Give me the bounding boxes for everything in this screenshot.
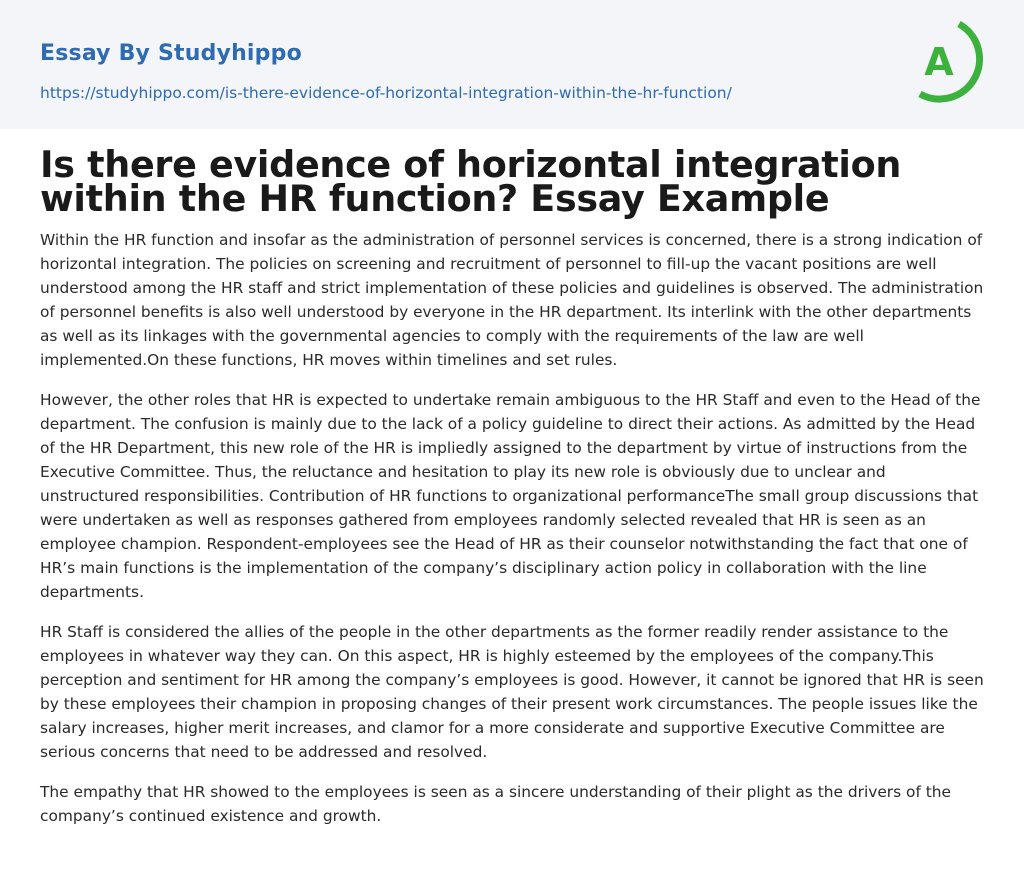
article bbox=[40, 143, 984, 844]
brand-title: Essay By Studyhippo bbox=[40, 41, 302, 66]
article-title: Is there evidence of horizontal integration within the HR function? Essay Example bbox=[40, 143, 902, 220]
paragraph-3: HR Staff is considered the allies of the people in the other departments as the former readily render assistance to the employees in whatever way they can. On this aspect, HR is highly esteemed by the employees of the company.This perception and sentiment for HR among the company’s employees is good. However, it cannot be ignored that HR is seen by these employees their champion in proposing changes of their present work circumstances. The people issues like the salary increases, higher merit increases, and clamor for a more considerate and supportive Executive Committee are serious concerns that need to be addressed and resolved. bbox=[40, 623, 984, 761]
paragraph-1: Within the HR function and insofar as the administration of personnel services is concerned, there is a strong indication of horizontal integration. The policies on screening and recruitment of personnel to fill-up the vacant positions are well understood among the HR staff and strict implementation of these policies and guidelines is observed. The administration of personnel benefits is also well understood by everyone in the HR department. Its interlink with the other departments as well as its linkages with the governmental agencies to comply with the requirements of the law are well implemented.On these functions, HR moves within timelines and set rules. bbox=[40, 231, 984, 369]
paragraph-4: The empathy that HR showed to the employees is seen as a sincere understanding of their plight as the drivers of the company’s continued existence and growth. bbox=[40, 783, 952, 825]
studyhippo-logo-icon[interactable] bbox=[911, 18, 987, 106]
logo-letter: A bbox=[924, 40, 954, 84]
page-header bbox=[0, 0, 1024, 129]
paragraph-2: However, the other roles that HR is expected to undertake remain ambiguous to the HR Staff and even to the Head of the department. The confusion is mainly due to the lack of a policy guideline to direct their actions. As admitted by the Head of the HR Department, this new role of the HR is impliedly assigned to the department by virtue of instructions from the Executive Committee. Thus, the reluctance and hesitation to play its new role is obviously due to unclear and unstructured responsibilities. Contribution of HR functions to organizational performanceThe small group discussions that were undertaken as well as responses gathered from employees randomly selected revealed that HR is seen as an employee champion. Respondent-employees see the Head of HR as their counselor notwithstanding the fact that one of HR’s main functions is the implementation of the company’s disciplinary action policy in collaboration with the line departments. bbox=[40, 391, 981, 601]
article-body bbox=[40, 228, 984, 828]
source-url-link[interactable]: https://studyhippo.com/is-there-evidence-of-horizontal-integration-within-the-hr-function/ bbox=[40, 84, 732, 102]
